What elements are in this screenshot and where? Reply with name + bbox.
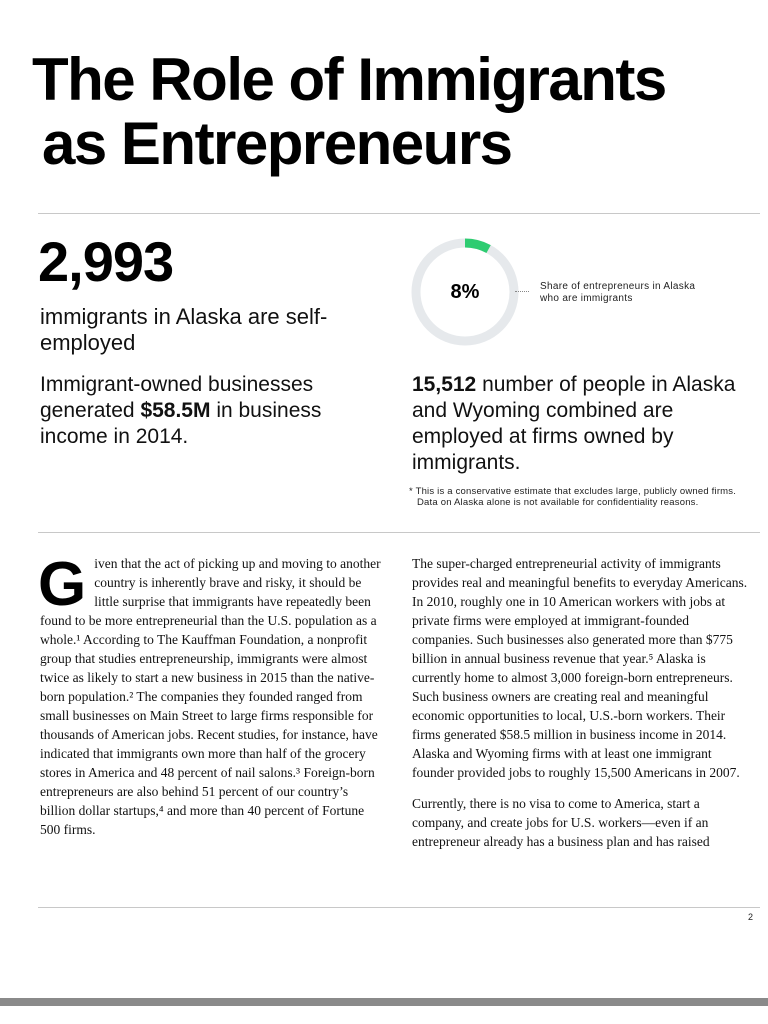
business-income-stat <box>40 372 370 450</box>
share-donut-chart <box>410 237 520 347</box>
self-employed-number: 2,993 <box>38 230 174 293</box>
right-paragraph-1: The super-charged entrepreneurial activity of immigrants provides real and meaningful benefits to everyday Americans. In 2010, roughly one in 10 American workers with jobs at private firms were employed at immigrant-founded companies. Such businesses also generated more than $775 billion in annual business revenue that year.⁵ Alaska is currently home to almost 3,000 foreign-born entrepreneurs. Such business owners are creating real and meaningful economic opportunities to local, U.S.-born workers. Their firms generated $58.5 million in business income in 2014. Alaska and Wyoming firms with at least one immigrant founder provided jobs to roughly 15,500 Americans in 2007. <box>412 556 748 780</box>
donut-leader-line <box>515 291 529 292</box>
employment-number: 15,512 <box>412 373 477 396</box>
title-line-1: The Role of Immigrants <box>32 46 666 113</box>
right-paragraph-2: Currently, there is no visa to come to America, start a company, and create jobs for U.S. workers—even if an entrepreneur already has a business plan and has raised <box>412 796 710 849</box>
page-title <box>32 48 666 176</box>
top-divider <box>38 213 760 214</box>
business-income-amount: $58.5M <box>140 399 211 422</box>
employment-text: number of people in Alaska and Wyoming combined are employed at firms owned by immigrants. <box>412 373 736 474</box>
drop-cap: G <box>38 550 87 619</box>
business-income-prefix: Immigrant-owned businesses generated <box>40 373 314 422</box>
page-number: 2 <box>748 912 754 922</box>
left-paragraph: iven that the act of picking up and moving to another country is inherently brave and risky, it should be little surprise that immigrants have repeatedly been found to be more entrepreneurial than the U.S. population as a whole.¹ According to The Kauffman Foundation, a nonprofit group that studies entrepreneurship, immigrants were almost twice as likely to start a new business in 2015 than the native-born population.² The companies they founded ranged from small businesses on Main Street to large firms responsible for thousands of American jobs. Recent studies, for instance, have indicated that immigrants own more than half of the grocery stores in America and 48 percent of nail salons.³ Foreign-born entrepreneurs are also behind 51 percent of our country’s billion dollar startups,⁴ and more than 40 percent of Fortune 500 firms. <box>40 556 381 837</box>
business-income-suffix: in business income in 2014. <box>40 399 322 448</box>
donut-percent-label: 8% <box>450 280 480 303</box>
footnote: * This is a conservative estimate that excludes large, publicly owned firms. Data on Alaska alone is not available for confidentiality reasons. <box>409 486 737 508</box>
middle-divider <box>38 532 760 533</box>
donut-caption: Share of entrepreneurs in Alaska who are immigrants <box>540 281 696 304</box>
body-column-left <box>38 550 385 839</box>
bottom-bar <box>0 998 768 1006</box>
bottom-divider <box>38 907 760 908</box>
self-employed-label: immigrants in Alaska are self-employed <box>40 304 328 355</box>
employment-stat <box>412 372 752 476</box>
title-line-2: as Entrepreneurs <box>42 110 512 177</box>
body-column-right <box>412 554 752 851</box>
